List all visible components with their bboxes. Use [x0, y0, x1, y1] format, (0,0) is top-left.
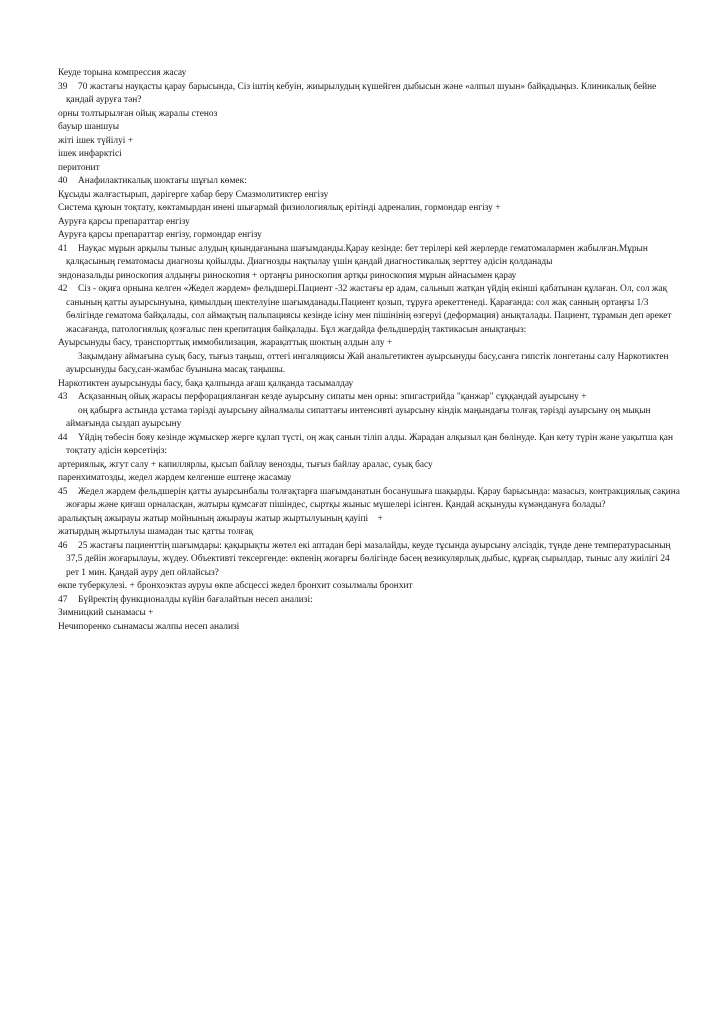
- line-text: Науқас мұрын арқылы тыныс алудың қиындағанына шағымданды.Қарау кезінде: бет терілері кей жерлерде гематомалармен жабылған.Мұрын қалқасының гематомасы диагнозы қойылды. Диагнозды нақтылау үшін қандай диагностикалық зерттеу әдісін қолданады: [66, 243, 648, 267]
- line-text: Кеуде торына компрессия жасау: [58, 68, 187, 78]
- line-text: аралықтың ажырауы жатыр мойнының ажырауы жатыр жыртылуының қауіпі +: [58, 513, 383, 524]
- text-line: [58, 337, 680, 351]
- line-text: орны толтырылған ойық жаралы стеноз: [58, 108, 218, 119]
- question-line: [58, 405, 680, 432]
- line-text: Ауруға қарсы препараттар енгізу: [58, 216, 190, 227]
- question-number: 43: [58, 392, 68, 402]
- question-number: 44: [58, 432, 68, 443]
- question-line: [58, 391, 680, 405]
- question-line: [58, 351, 680, 378]
- text-line: [58, 189, 680, 203]
- text-line: [58, 108, 680, 122]
- text-line: [58, 135, 680, 149]
- question-number: 45: [58, 486, 68, 497]
- line-text: перитонит: [58, 162, 100, 173]
- question-line: [58, 486, 680, 513]
- line-text: өкпе туберкулезі. + бронхоэктаз ауруы өкпе абсцессі жедел бронхит созылмалы бронхит: [58, 581, 413, 591]
- line-text: паренхиматозды, жедел жәрдем келгенше ештеңе жасамау: [58, 473, 292, 483]
- question-number: 47: [58, 594, 68, 605]
- text-line: [58, 202, 680, 216]
- line-text: Сіз - оқиға орнына келген «Жедел жәрдем» фельдшері.Пациент -32 жастағы ер адам, сальнып жатқан үйдің екінші қабатынан құлаған. Ол, сол жақ санының қатты ауырсынуына, қимылдың шектелуіне шағымданады.Пациент қозып, тұруға әрекеттенеді. Қарағанда: сол жақ санның ортаңғы 1/3 бөлігінде гематома байқалады, сол аймақтың пальпациясы кезінде ісіну мен пішінінің өзгеруі (деформация) анықталады. Пациент, тұрамын деп әрекет жасағанда, патологиялық қозғалыс пен крепитация байқалады. Бұл жағдайда фельдшердің тактикасын анықтаңыз:: [66, 284, 672, 335]
- text-line: [58, 67, 680, 81]
- line-text: Асқазанның ойық жарасы перфорацияланған кезде ауырсыну сипаты мен орны: эпигастрийда "қанжар" сұққандай ауырсыну +: [78, 392, 587, 402]
- document-page: [58, 67, 680, 634]
- question-line: [58, 540, 680, 581]
- line-text: Ауырсынуды басу, транспорттық иммобилизация, жарақаттық шоктың алдын алу +: [58, 338, 393, 348]
- question-line: [58, 175, 680, 189]
- line-text: Зимницкий сынамасы +: [58, 608, 154, 618]
- line-text: Жедел жәрдем фельдшерін қатты ауырсынбалы толғақтарға шағымданатын босанушыға шақырды. Қарау барысында: мазасыз, контракциялық сақина жоғары және қиғаш орналасқан, жатыры құмсағат пішіндес, сыртқы жыныс мүшелері ісінген. Қандай асқынуды күмәндануға болады?: [66, 486, 680, 510]
- question-line: [58, 81, 680, 108]
- question-number: 42: [58, 284, 68, 294]
- line-text: Ауруға қарсы препараттар енгізу, гормондар енгізу: [58, 230, 262, 240]
- line-text: Бүйректің функционалды күйін бағалайтын несеп анализі:: [78, 594, 313, 605]
- line-text: Зақымдану аймағына суық басу, тығыз таңыш, оттегі ингаляциясы Жай анальгетиктен ауырсынуды басу,санға гипстік лонгетаны салу Наркотиктен ауырсынуды басу,сан-жамбас буынына масақ таңышы.: [66, 351, 669, 375]
- line-text: Құсыды жалғастырып, дәрігерге хабар беру Смазмолитиктер енгізу: [58, 189, 329, 200]
- line-text: артериялық, жгут салу + капиллярлы, қысып байлау венозды, тығыз байлау аралас, суық басу: [58, 459, 433, 470]
- text-line: [58, 121, 680, 135]
- text-line: [58, 580, 680, 594]
- text-line: [58, 148, 680, 162]
- line-text: жіті ішек түйілуі +: [58, 135, 134, 146]
- question-number: 40: [58, 176, 68, 186]
- question-number: 41: [58, 243, 68, 254]
- line-text: Нечипоренко сынамасы жалпы несеп анализі: [58, 621, 240, 632]
- text-line: [58, 216, 680, 230]
- question-line: [58, 243, 680, 270]
- text-line: [58, 378, 680, 392]
- text-line: [58, 229, 680, 243]
- line-text: Система құюын тоқтату, көктамырдан инені шығармай физиологиялық ерітінді адреналин, гормондар енгізу +: [58, 203, 501, 213]
- question-number: 39: [58, 81, 68, 92]
- text-line: [58, 526, 680, 540]
- question-line: [58, 594, 680, 608]
- text-line: [58, 459, 680, 473]
- text-line: [58, 513, 680, 527]
- question-line: [58, 283, 680, 337]
- line-text: Наркотиктен ауырсынуды басу, бақа қалпында ағаш қалқанда тасымалдау: [58, 378, 354, 389]
- question-line: [58, 432, 680, 459]
- line-text: эндоназальды риноскопия алдыңғы риноскопия + ортаңғы риноскопия артқы риноскопия мұрын айнасымен қарау: [58, 270, 517, 281]
- line-text: жатырдың жыртылуы шамадан тыс қатты толғақ: [58, 527, 254, 537]
- line-text: Үйдің төбесін бояу кезінде жұмыскер жерге құлап түсті, оң жақ санын тіліп алды. Жарадан алқызыл қан бөлінуде. Қан кету түрін және уақытша қан тоқтату әдісін көрсетіңіз:: [66, 432, 673, 456]
- line-text: Анафилактикалық шоктағы шұғыл көмек:: [78, 176, 247, 186]
- text-line: [58, 607, 680, 621]
- line-text: ішек инфарктісі: [58, 149, 122, 159]
- text-line: [58, 270, 680, 284]
- text-line: [58, 472, 680, 486]
- text-line: [58, 621, 680, 635]
- line-text: оң қабырға астында ұстама тәрізді ауырсыну айналмалы сипаттағы интенсивті ауырсыну кіндік маңындағы толғақ тәрізді ауырсыну оң мықын аймағында сыздап ауырсыну: [66, 405, 651, 429]
- line-text: бауыр шаншуы: [58, 122, 120, 132]
- question-number: 46: [58, 540, 68, 551]
- line-text: 25 жастағы пациенттің шағымдары: қақырықты жөтел екі аптадан бері мазалайды, кеуде тұсында ауырсыну әлсіздік, түнде дене температурасының 37,5 дейін жоғарылауы, жүдеу. Объективті тексергенде: өкпенің жоғарғы бөлігінде бәсең везикулярлық дыбыс, құрғақ сырылдар, тыныс алу жиілігі 24 рет 1 мин. Қандай ауру деп ойлайсыз?: [66, 540, 671, 578]
- text-line: [58, 162, 680, 176]
- line-text: 70 жастағы науқасты қарау барысында, Сіз іштің кебуін, жиырылудың күшейген дыбысын және «алпыл шуын» байқадыңыз. Клиникалық бейне қандай ауруға тән?: [66, 81, 657, 105]
